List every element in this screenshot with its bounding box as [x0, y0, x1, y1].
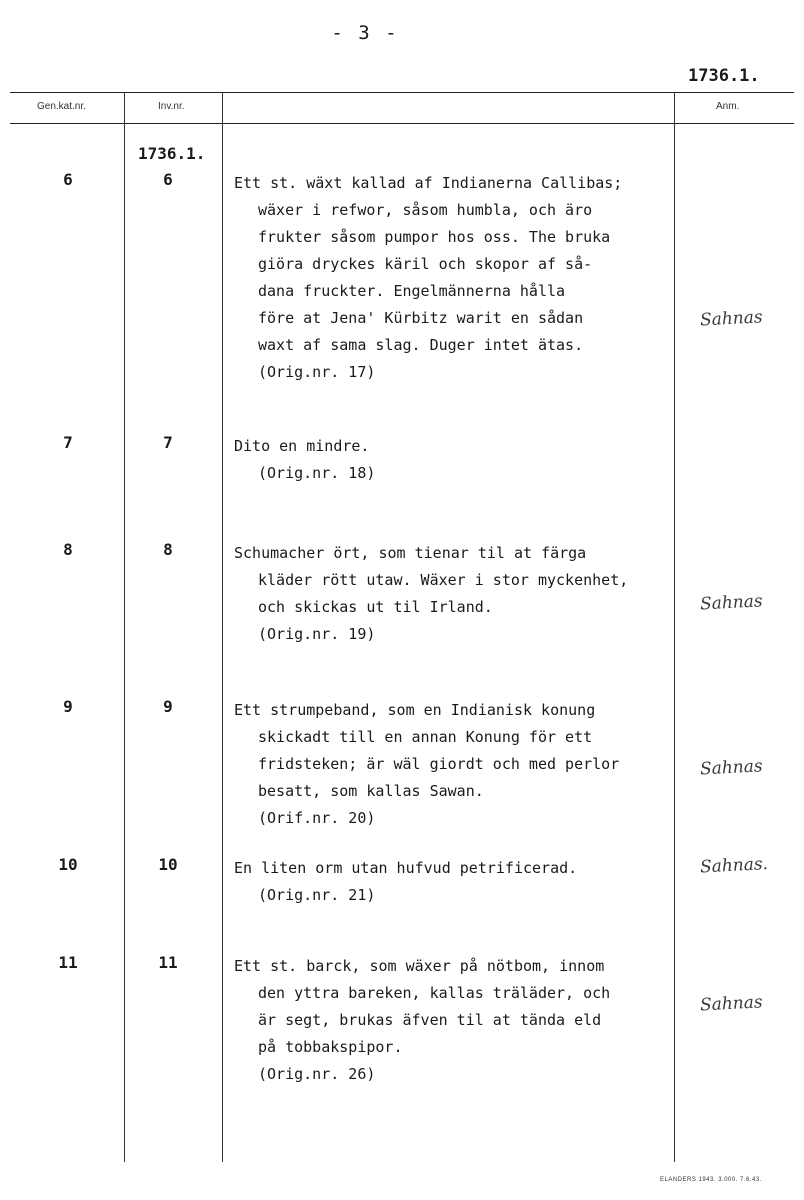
column-head-gen: Gen.kat.nr. [37, 101, 86, 112]
entry-line: före at Jena' Kürbitz warit en sådan [258, 309, 584, 327]
entry-line: besatt, som kallas Sawan. [258, 782, 484, 800]
gen-number: 6 [63, 170, 73, 189]
entry-line: Dito en mindre. [234, 437, 370, 455]
entry-line: giöra dryckes käril och skopor af så- [258, 255, 593, 273]
entry-text [234, 953, 684, 1088]
entry-line: (Orig.nr. 18) [258, 464, 376, 482]
entry-line: (Orig.nr. 19) [258, 625, 376, 643]
gen-number: 10 [58, 855, 78, 874]
annotation-handwritten: Sahnas [699, 307, 764, 331]
entry-line: (Orif.nr. 20) [258, 809, 376, 827]
gen-number: 9 [63, 697, 73, 716]
entry-line: på tobbakspipor. [258, 1038, 403, 1056]
printer-imprint: ELANDERS 1943. 3.000. 7.6.43. [660, 1177, 762, 1183]
gen-number: 11 [58, 953, 78, 972]
annotation-handwritten: Sahnas [699, 756, 764, 780]
entry-line: Ett strumpeband, som en Indianisk konung [234, 701, 596, 719]
inv-number: 8 [163, 540, 173, 559]
entry-line: (Orig.nr. 26) [258, 1065, 376, 1083]
column-divider-inv-text [222, 92, 223, 1162]
page-number: - 3 - [331, 22, 399, 44]
entry-line: Ett st. barck, som wäxer på nötbom, innom [234, 957, 605, 975]
inv-number: 10 [158, 855, 178, 874]
entry-line: frukter såsom pumpor hos oss. The bruka [258, 228, 611, 246]
year-label: 1736.1. [138, 144, 206, 163]
annotation-handwritten: Sahnas [699, 992, 764, 1016]
entry-line: (Orig.nr. 17) [258, 363, 376, 381]
annotation-handwritten: Sahnas [699, 591, 764, 615]
catalog-reference: 1736.1. [688, 66, 760, 86]
entry-text [234, 433, 684, 487]
entry-line: dana fruckter. Engelmännerna hålla [258, 282, 566, 300]
entry-text [234, 540, 684, 648]
entry-line: wäxer i refwor, såsom humbla, och äro [258, 201, 593, 219]
entry-line: waxt af sama slag. Duger intet ätas. [258, 336, 584, 354]
entry-text [234, 855, 684, 909]
entry-line: och skickas ut til Irland. [258, 598, 493, 616]
column-head-inv: Inv.nr. [158, 101, 185, 112]
entry-text [234, 697, 684, 832]
entry-line: (Orig.nr. 21) [258, 886, 376, 904]
entry-text [234, 170, 684, 386]
inv-number: 7 [163, 433, 173, 452]
column-divider-gen-inv [124, 92, 125, 1162]
entry-line: kläder rött utaw. Wäxer i stor myckenhet, [258, 571, 629, 589]
entry-line: Ett st. wäxt kallad af Indianerna Callibas; [234, 174, 623, 192]
inv-number: 6 [163, 170, 173, 189]
entry-line: fridsteken; är wäl giordt och med perlor [258, 755, 620, 773]
annotation-handwritten: Sahnas. [699, 853, 769, 878]
entry-line: den yttra bareken, kallas träläder, och [258, 984, 611, 1002]
column-head-anm: Anm. [716, 101, 740, 112]
entry-line: En liten orm utan hufvud petrificerad. [234, 859, 578, 877]
column-header-row [10, 92, 794, 124]
inv-number: 11 [158, 953, 178, 972]
gen-number: 8 [63, 540, 73, 559]
entry-line: är segt, brukas äfven til at tända eld [258, 1011, 602, 1029]
entry-line: skickadt till en annan Konung för ett [258, 728, 593, 746]
gen-number: 7 [63, 433, 73, 452]
inv-number: 9 [163, 697, 173, 716]
entry-line: Schumacher ört, som tienar til at färga [234, 544, 587, 562]
